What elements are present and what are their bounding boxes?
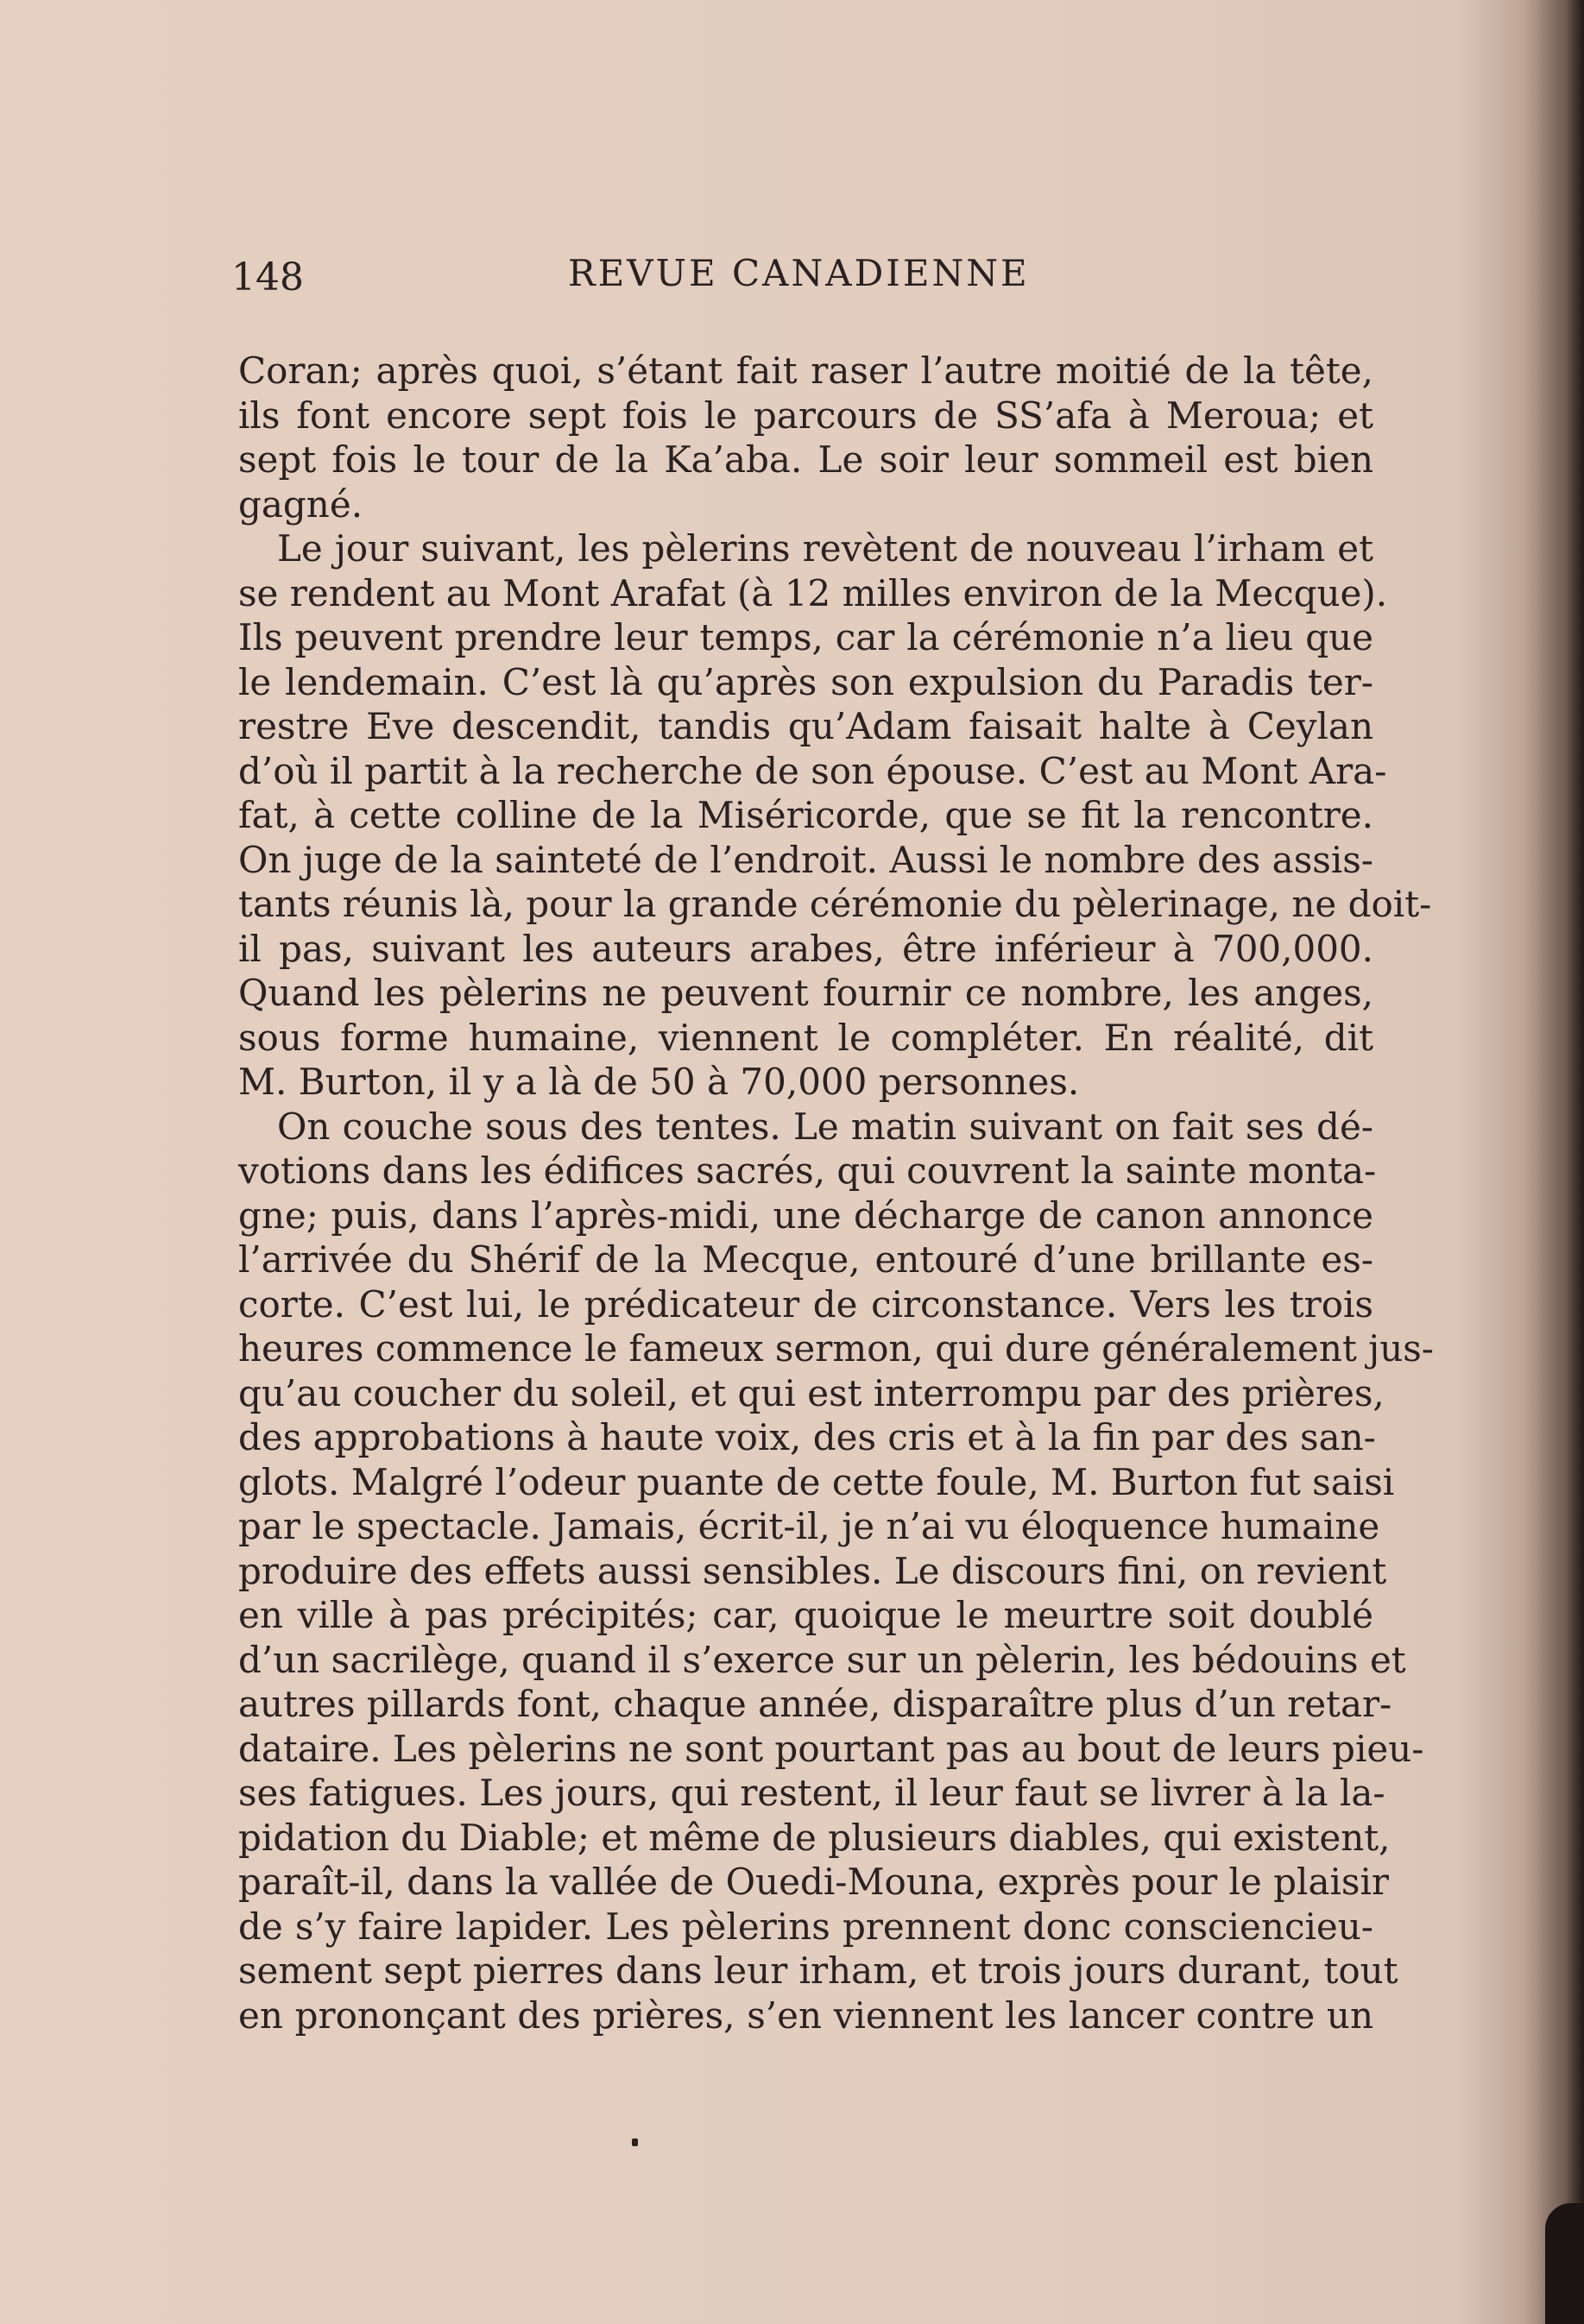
text-line: de s’y faire lapider. Les pèlerins prennent donc consciencieu- (238, 1905, 1373, 1948)
text-line: se rendent au Mont Arafat (à 12 milles environ de la Mecque). (238, 571, 1388, 614)
page-corner (1545, 2203, 1584, 2324)
text-line: sept fois le tour de la Ka’aba. Le soir leur sommeil est bien (238, 438, 1373, 481)
text-line: sous forme humaine, viennent le compléter. En réalité, dit (238, 1016, 1373, 1059)
text-line: tants réunis là, pour la grande cérémonie du pèlerinage, ne doit- (238, 883, 1432, 925)
text-line: glots. Malgré l’odeur puante de cette foule, M. Burton fut saisi (238, 1460, 1395, 1503)
text-line: Le jour suivant, les pèlerins revètent de nouveau l’irham et (277, 527, 1373, 570)
text-line: Ils peuvent prendre leur temps, car la cérémonie n’a lieu que (238, 616, 1373, 658)
text-line: Quand les pèlerins ne peuvent fournir ce nombre, les anges, (238, 972, 1373, 1014)
text-line: le lendemain. C’est là qu’après son expulsion du Paradis ter- (238, 660, 1373, 703)
text-line: d’un sacrilège, quand il s’exerce sur un pèlerin, les bédouins et (238, 1638, 1406, 1681)
text-line: fat, à cette colline de la Miséricorde, que se fit la rencontre. (238, 794, 1373, 836)
text-line: l’arrivée du Shérif de la Mecque, entouré d’une brillante es- (238, 1238, 1373, 1281)
page-number: 148 (231, 255, 304, 299)
ink-speck (632, 2138, 638, 2146)
body-text (238, 349, 1434, 2037)
text-line: qu’au coucher du soleil, et qui est interrompu par des prières, (238, 1371, 1385, 1414)
text-line: gagné. (238, 482, 363, 526)
text-line: en prononçant des prières, s’en viennent les lancer contre un (238, 1993, 1373, 2037)
text-line: ils font encore sept fois le parcours de SS’afa à Meroua; et (238, 394, 1373, 437)
text-line: votions dans les édifices sacrés, qui couvrent la sainte monta- (238, 1149, 1377, 1192)
page-header (231, 252, 1388, 304)
text-line: d’où il partit à la recherche de son épouse. C’est au Mont Ara- (238, 749, 1387, 792)
text-line: paraît-il, dans la vallée de Ouedi-Mouna, exprès pour le plaisir (238, 1861, 1389, 1903)
text-line: M. Burton, il y a là de 50 à 70,000 personnes. (238, 1061, 1080, 1103)
text-line: Coran; après quoi, s’étant fait raser l’autre moitié de la tête, (238, 350, 1373, 392)
text-line: On couche sous des tentes. Le matin suivant on fait ses dé- (277, 1105, 1373, 1148)
text-line: produire des effets aussi sensibles. Le discours fini, on revient (238, 1549, 1387, 1592)
text-line: des approbations à haute voix, des cris et à la fin par des san- (238, 1416, 1376, 1458)
text-line: On juge de la sainteté de l’endroit. Aussi le nombre des assis- (238, 838, 1373, 881)
text-line: pidation du Diable; et même de plusieurs diables, qui existent, (238, 1816, 1391, 1859)
text-line: corte. C’est lui, le prédicateur de circonstance. Vers les trois (238, 1282, 1373, 1326)
text-line: il pas, suivant les auteurs arabes, être inférieur à 700,000. (238, 927, 1373, 970)
text-line: gne; puis, dans l’après-midi, une décharge de canon annonce (238, 1193, 1373, 1237)
text-line: autres pillards font, chaque année, disparaître plus d’un retar- (238, 1683, 1392, 1725)
text-line: par le spectacle. Jamais, écrit-il, je n’ai vu éloquence humaine (238, 1505, 1380, 1547)
page-edge-shadow (1524, 0, 1584, 2324)
running-title: REVUE CANADIENNE (568, 252, 1030, 294)
text-line: en ville à pas précipités; car, quoique le meurtre soit doublé (238, 1594, 1373, 1636)
text-line: dataire. Les pèlerins ne sont pourtant pas au bout de leurs pieu- (238, 1727, 1424, 1770)
text-line: heures commence le fameux sermon, qui dure généralement jus- (238, 1327, 1434, 1370)
text-line: sement sept pierres dans leur irham, et trois jours durant, tout (238, 1949, 1398, 1992)
text-line: ses fatigues. Les jours, qui restent, il leur faut se livrer à la la- (238, 1772, 1385, 1814)
text-line: restre Eve descendit, tandis qu’Adam faisait halte à Ceylan (238, 705, 1373, 747)
